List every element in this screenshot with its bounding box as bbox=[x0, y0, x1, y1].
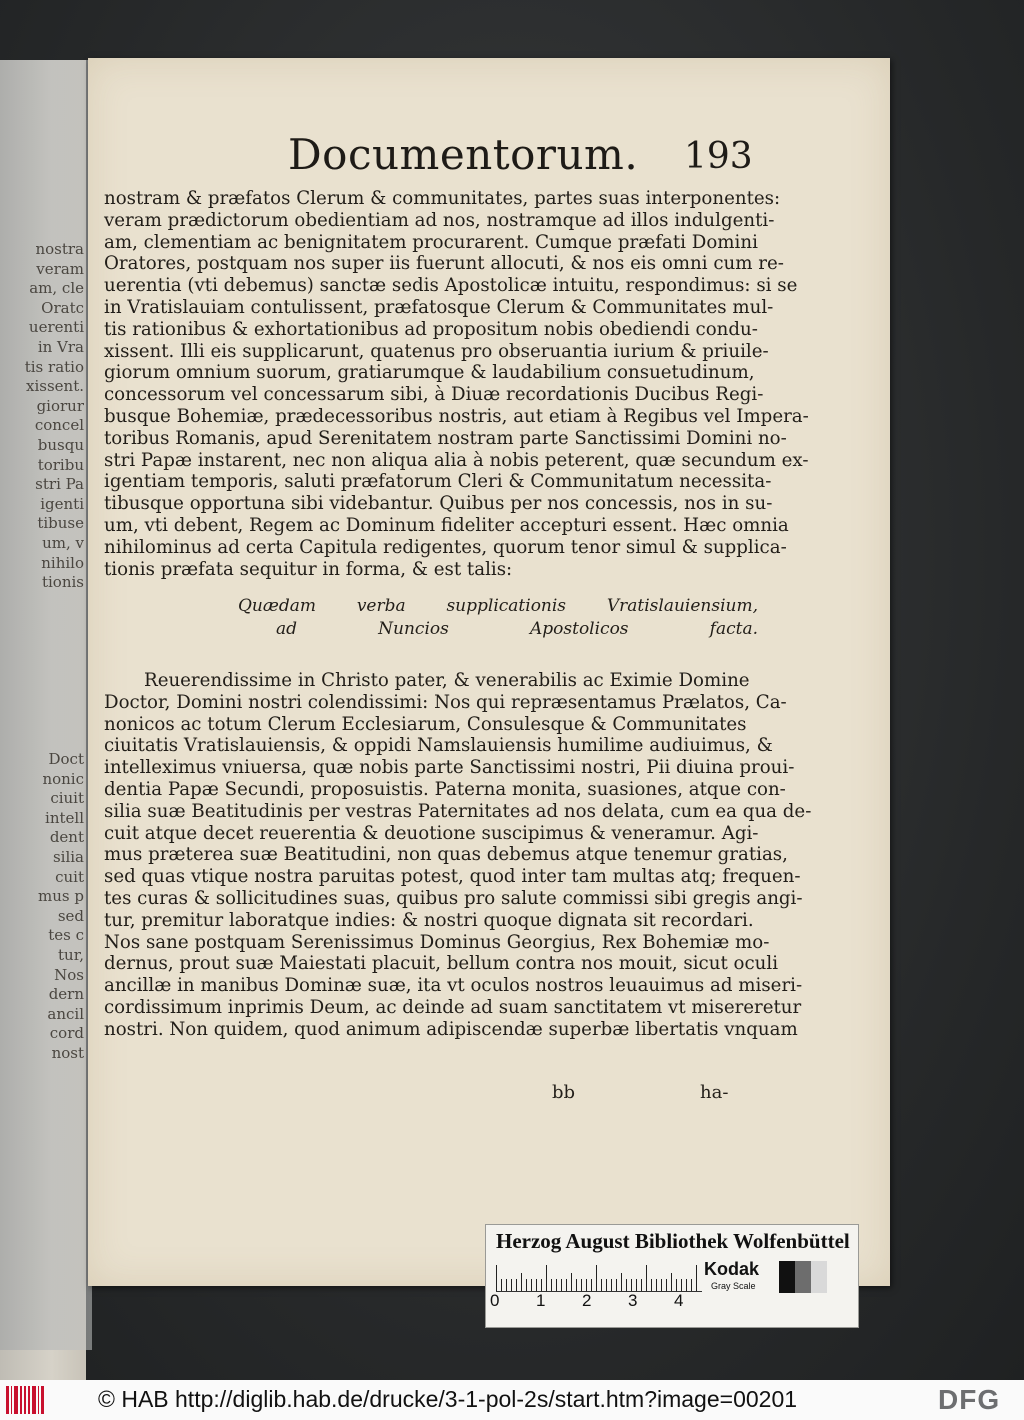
ruler-tick bbox=[696, 1265, 697, 1291]
previous-page-fragment: tibuse bbox=[37, 514, 84, 533]
previous-page-fragment: in Vra bbox=[37, 337, 84, 356]
text-line: tis rationibus & exhortationibus ad propositum nobis obediendi condu- bbox=[104, 318, 758, 340]
barcode-bar bbox=[28, 1386, 30, 1414]
previous-page-fragment: tionis bbox=[41, 573, 84, 592]
text-line: concessorum vel concessarum sibi, à Diuæ recordationis Ducibus Regi- bbox=[104, 384, 764, 406]
page-title: Documentorum. bbox=[288, 130, 639, 179]
ruler-tick bbox=[506, 1279, 507, 1291]
text-line: tes curas & sollicitudines suas, quibus pro salute commissi sibi gregis angi- bbox=[104, 887, 803, 909]
previous-page-fragment: nostra bbox=[35, 240, 84, 258]
kodak-logo: Kodak bbox=[704, 1259, 760, 1279]
previous-page-fragment: ancil bbox=[47, 1004, 84, 1023]
ruler-tick bbox=[531, 1279, 532, 1291]
ruler-tick bbox=[591, 1279, 592, 1291]
previous-page-fragment: silia bbox=[52, 847, 84, 866]
text-line: intelleximus vniuersa, quæ nobis parte Sanctissimi nostri, Pii diuina proui- bbox=[104, 757, 795, 779]
gray-swatch bbox=[779, 1261, 795, 1293]
signature-mark: bb bbox=[552, 1082, 576, 1103]
previous-page-fragment: cuit bbox=[55, 867, 84, 886]
scale-ruler bbox=[496, 1263, 702, 1292]
previous-page-edge bbox=[0, 60, 86, 1380]
previous-page-fragment: mus p bbox=[38, 887, 84, 906]
previous-page-fragment: Doct bbox=[48, 750, 84, 768]
previous-page-fragment: sed bbox=[57, 906, 84, 925]
text-line: silia suæ Beatitudinis per vestras Paternitates ad nos delata, cum ea qua de- bbox=[104, 800, 812, 822]
dfg-logo: DFG bbox=[938, 1384, 1001, 1415]
previous-page-fragment: concel bbox=[34, 416, 84, 435]
previous-page-fragment: veram bbox=[36, 259, 84, 278]
previous-page-fragment: giorur bbox=[36, 396, 84, 415]
ruler-tick bbox=[656, 1279, 657, 1291]
text-line: am, clementiam ac benignitatem procurarent. Cumque præfati Domini bbox=[104, 231, 758, 253]
previous-page-fragment: busqu bbox=[37, 435, 84, 454]
previous-page-fragment: Nos bbox=[54, 965, 84, 984]
text-line: nihilominus ad certa Capitula redigentes, quorum tenor simul & supplica- bbox=[104, 536, 787, 558]
ruler-tick bbox=[671, 1273, 672, 1291]
ruler-tick bbox=[611, 1279, 612, 1291]
ruler-tick bbox=[561, 1279, 562, 1291]
barcode-bar bbox=[20, 1386, 22, 1414]
barcode-bar bbox=[24, 1386, 27, 1414]
ruler-tick bbox=[646, 1265, 647, 1291]
previous-page-fragment: am, cle bbox=[29, 279, 84, 298]
previous-page-fragment: ciuit bbox=[50, 789, 84, 808]
gray-swatch bbox=[811, 1261, 827, 1293]
text-line: Doctor, Domini nostri colendissimi: Nos qui repræsentamus Prælatos, Ca- bbox=[104, 691, 787, 713]
text-line: uerentia (vti debemus) sanctæ sedis Apostolicæ intuitu, respondimus: si se bbox=[104, 275, 798, 297]
ruler-tick bbox=[511, 1279, 512, 1291]
text-line: busque Bohemiæ, prædecessoribus nostris, aut etiam à Regibus vel Impera- bbox=[104, 405, 809, 427]
ruler-tick bbox=[626, 1279, 627, 1291]
ruler-tick bbox=[521, 1273, 522, 1291]
text-line: nostram & præfatos Clerum & communitates, partes suas interponentes: bbox=[104, 188, 781, 209]
text-line: stri Papæ instarent, nec non aliqua alia à nobis peterent, quæ secundum ex- bbox=[104, 449, 809, 471]
ruler-tick bbox=[631, 1279, 632, 1291]
previous-page-fragment: dent bbox=[49, 828, 84, 847]
section-heading-line-1: Quædam verba supplicationis Vratislauiensium, bbox=[238, 596, 758, 616]
text-line: tibusque opportuna sibi videbantur. Quibus per nos concessis, nos in su- bbox=[104, 493, 773, 515]
text-line: nonicos ac totum Clerum Ecclesiarum, Consulesque & Communitates bbox=[104, 713, 747, 735]
supplication-text-block bbox=[104, 670, 812, 1041]
text-line: xissent. Illi eis supplicarunt, quatenus pro obseruantia iurium & priuile- bbox=[104, 340, 769, 362]
ruler-tick bbox=[676, 1279, 677, 1291]
text-line: Nos sane postquam Serenissimus Dominus Georgius, Rex Bohemiæ mo- bbox=[104, 931, 770, 953]
text-line: Reuerendissime in Christo pater, & venerabilis ac Eximie Domine bbox=[144, 670, 750, 691]
ruler-tick bbox=[571, 1273, 572, 1291]
catchword: ha- bbox=[700, 1082, 729, 1103]
gray-scale-swatches bbox=[779, 1261, 827, 1293]
ruler-tick bbox=[516, 1279, 517, 1291]
text-line: tionis præfata sequitur in forma, & est talis: bbox=[104, 558, 513, 580]
ruler-tick bbox=[621, 1273, 622, 1291]
ruler-tick bbox=[496, 1265, 497, 1291]
ruler-tick bbox=[536, 1279, 537, 1291]
previous-page-text-top bbox=[0, 240, 84, 593]
ruler-tick bbox=[576, 1279, 577, 1291]
previous-page-fragment: tur, bbox=[58, 945, 84, 964]
ruler-number: 1 bbox=[536, 1291, 546, 1310]
previous-page-fragment: cord bbox=[49, 1024, 84, 1043]
section-heading bbox=[238, 595, 758, 641]
text-line: toribus Romanis, apud Serenitatem nostram parte Sanctissimi Domini no- bbox=[104, 427, 787, 449]
footer-source-link[interactable]: © HAB http://diglib.hab.de/drucke/3-1-pol-2s/start.htm?image=00201 bbox=[98, 1386, 798, 1412]
ruler-tick bbox=[641, 1279, 642, 1291]
ruler-tick bbox=[601, 1279, 602, 1291]
text-line: tur, premitur laboratque indies: & nostri quoque dignata sit recordari. bbox=[104, 909, 754, 931]
previous-page-fragment: xissent. bbox=[26, 377, 84, 396]
ruler-tick bbox=[551, 1279, 552, 1291]
page-number: 193 bbox=[684, 136, 753, 177]
text-line: sed quas vtique nostra paruitas potest, quod inter tam multas atq; frequen- bbox=[104, 866, 801, 888]
text-line: cuit atque decet reuerentia & deuotione suscipimus & veneramur. Agi- bbox=[104, 822, 759, 844]
ruler-tick bbox=[541, 1279, 542, 1291]
barcode-bar bbox=[38, 1386, 40, 1414]
previous-page-fragment: nihilo bbox=[41, 553, 84, 572]
ruler-tick bbox=[661, 1279, 662, 1291]
ruler-tick bbox=[566, 1279, 567, 1291]
ruler-tick bbox=[581, 1279, 582, 1291]
previous-page-fragment: tis ratio bbox=[24, 357, 84, 376]
previous-page-fragment: nost bbox=[51, 1043, 84, 1062]
barcode-bar bbox=[41, 1386, 44, 1414]
ruler-tick bbox=[691, 1279, 692, 1291]
text-line: mus præterea suæ Beatitudini, non quas debemus atque tenemur gratias, bbox=[104, 844, 788, 866]
gray-swatch bbox=[795, 1261, 811, 1293]
text-line: ancillæ in manibus Dominæ suæ, ita vt oculos nostros leuauimus ad miseri- bbox=[104, 975, 803, 997]
previous-page-fragment: nonic bbox=[42, 769, 84, 788]
previous-page-fragment: um, v bbox=[42, 533, 84, 552]
ruler-tick bbox=[501, 1279, 502, 1291]
ruler-tick bbox=[666, 1279, 667, 1291]
previous-page-fragment: igenti bbox=[40, 494, 84, 513]
ruler-tick bbox=[686, 1279, 687, 1291]
previous-page-text-bottom bbox=[0, 750, 84, 1064]
barcode-icon bbox=[6, 1386, 44, 1414]
library-color-card bbox=[485, 1224, 859, 1328]
ruler-tick bbox=[636, 1279, 637, 1291]
text-line: in Vratislauiam contulissent, præfatosque Clerum & Communitates mul- bbox=[104, 296, 774, 318]
barcode-bar bbox=[6, 1386, 9, 1414]
previous-page-fragment: toribu bbox=[37, 455, 84, 474]
library-name: Herzog August Bibliothek Wolfenbüttel bbox=[496, 1229, 850, 1253]
ruler-tick bbox=[526, 1279, 527, 1291]
text-line: nostri. Non quidem, quod animum adipiscendæ superbæ libertatis vnquam bbox=[104, 1018, 798, 1040]
previous-page-fragment: stri Pa bbox=[35, 475, 84, 494]
previous-page-fragment: tes c bbox=[48, 926, 84, 945]
ruler-tick bbox=[651, 1279, 652, 1291]
barcode-bar bbox=[14, 1386, 18, 1414]
section-heading-line-2: ad Nuncios Apostolicos facta. bbox=[276, 619, 758, 639]
text-line: um, vti debent, Regem ac Dominum fideliter accepturi essent. Hæc omnia bbox=[104, 514, 789, 536]
ruler-tick bbox=[546, 1265, 547, 1291]
ruler-number: 0 bbox=[490, 1291, 500, 1310]
text-line: veram prædictorum obedientiam ad nos, nostramque ad illos indulgenti- bbox=[104, 209, 775, 231]
text-line: dentia Papæ Secundi, proposuistis. Paterna monita, suasiones, atque con- bbox=[104, 778, 786, 800]
document-page bbox=[88, 58, 890, 1286]
ruler-tick bbox=[616, 1279, 617, 1291]
text-line: Oratores, postquam nos super iis fuerunt allocuti, & nos eis omni cum re- bbox=[104, 253, 784, 275]
main-text-block bbox=[104, 188, 809, 580]
ruler-number: 4 bbox=[674, 1291, 684, 1310]
previous-page-fragment: dern bbox=[48, 985, 84, 1004]
previous-page-fragment: uerenti bbox=[28, 318, 84, 337]
ruler-number: 3 bbox=[628, 1291, 638, 1310]
text-line: igentiam temporis, saluti præfatorum Cleri & Communitatum necessita- bbox=[104, 471, 772, 493]
ruler-tick bbox=[596, 1265, 597, 1291]
barcode-bar bbox=[32, 1386, 36, 1414]
ruler-number: 2 bbox=[582, 1291, 592, 1310]
ruler-tick bbox=[681, 1279, 682, 1291]
running-header bbox=[88, 130, 890, 190]
text-line: ciuitatis Vratislauiensis, & oppidi Namslauiensis humilime audiuimus, & bbox=[104, 735, 773, 757]
footer-bar bbox=[0, 1380, 1024, 1420]
gray-scale-label: Gray Scale bbox=[711, 1281, 756, 1291]
text-line: cordissimum inprimis Deum, ac deinde ad suam sanctitatem vt misereretur bbox=[104, 996, 802, 1018]
ruler-tick bbox=[606, 1279, 607, 1291]
text-line: giorum omnium suorum, gratiarumque & laudabilium consuetudinum, bbox=[104, 362, 755, 384]
ruler-tick bbox=[586, 1279, 587, 1291]
previous-page-fragment: Oratc bbox=[41, 298, 84, 317]
ruler-tick bbox=[556, 1279, 557, 1291]
barcode-bar bbox=[11, 1386, 13, 1414]
previous-page-fragment: intell bbox=[45, 808, 84, 827]
text-line: dernus, prout suæ Maiestati placuit, bellum contra nos mouit, sicut oculi bbox=[104, 953, 779, 975]
